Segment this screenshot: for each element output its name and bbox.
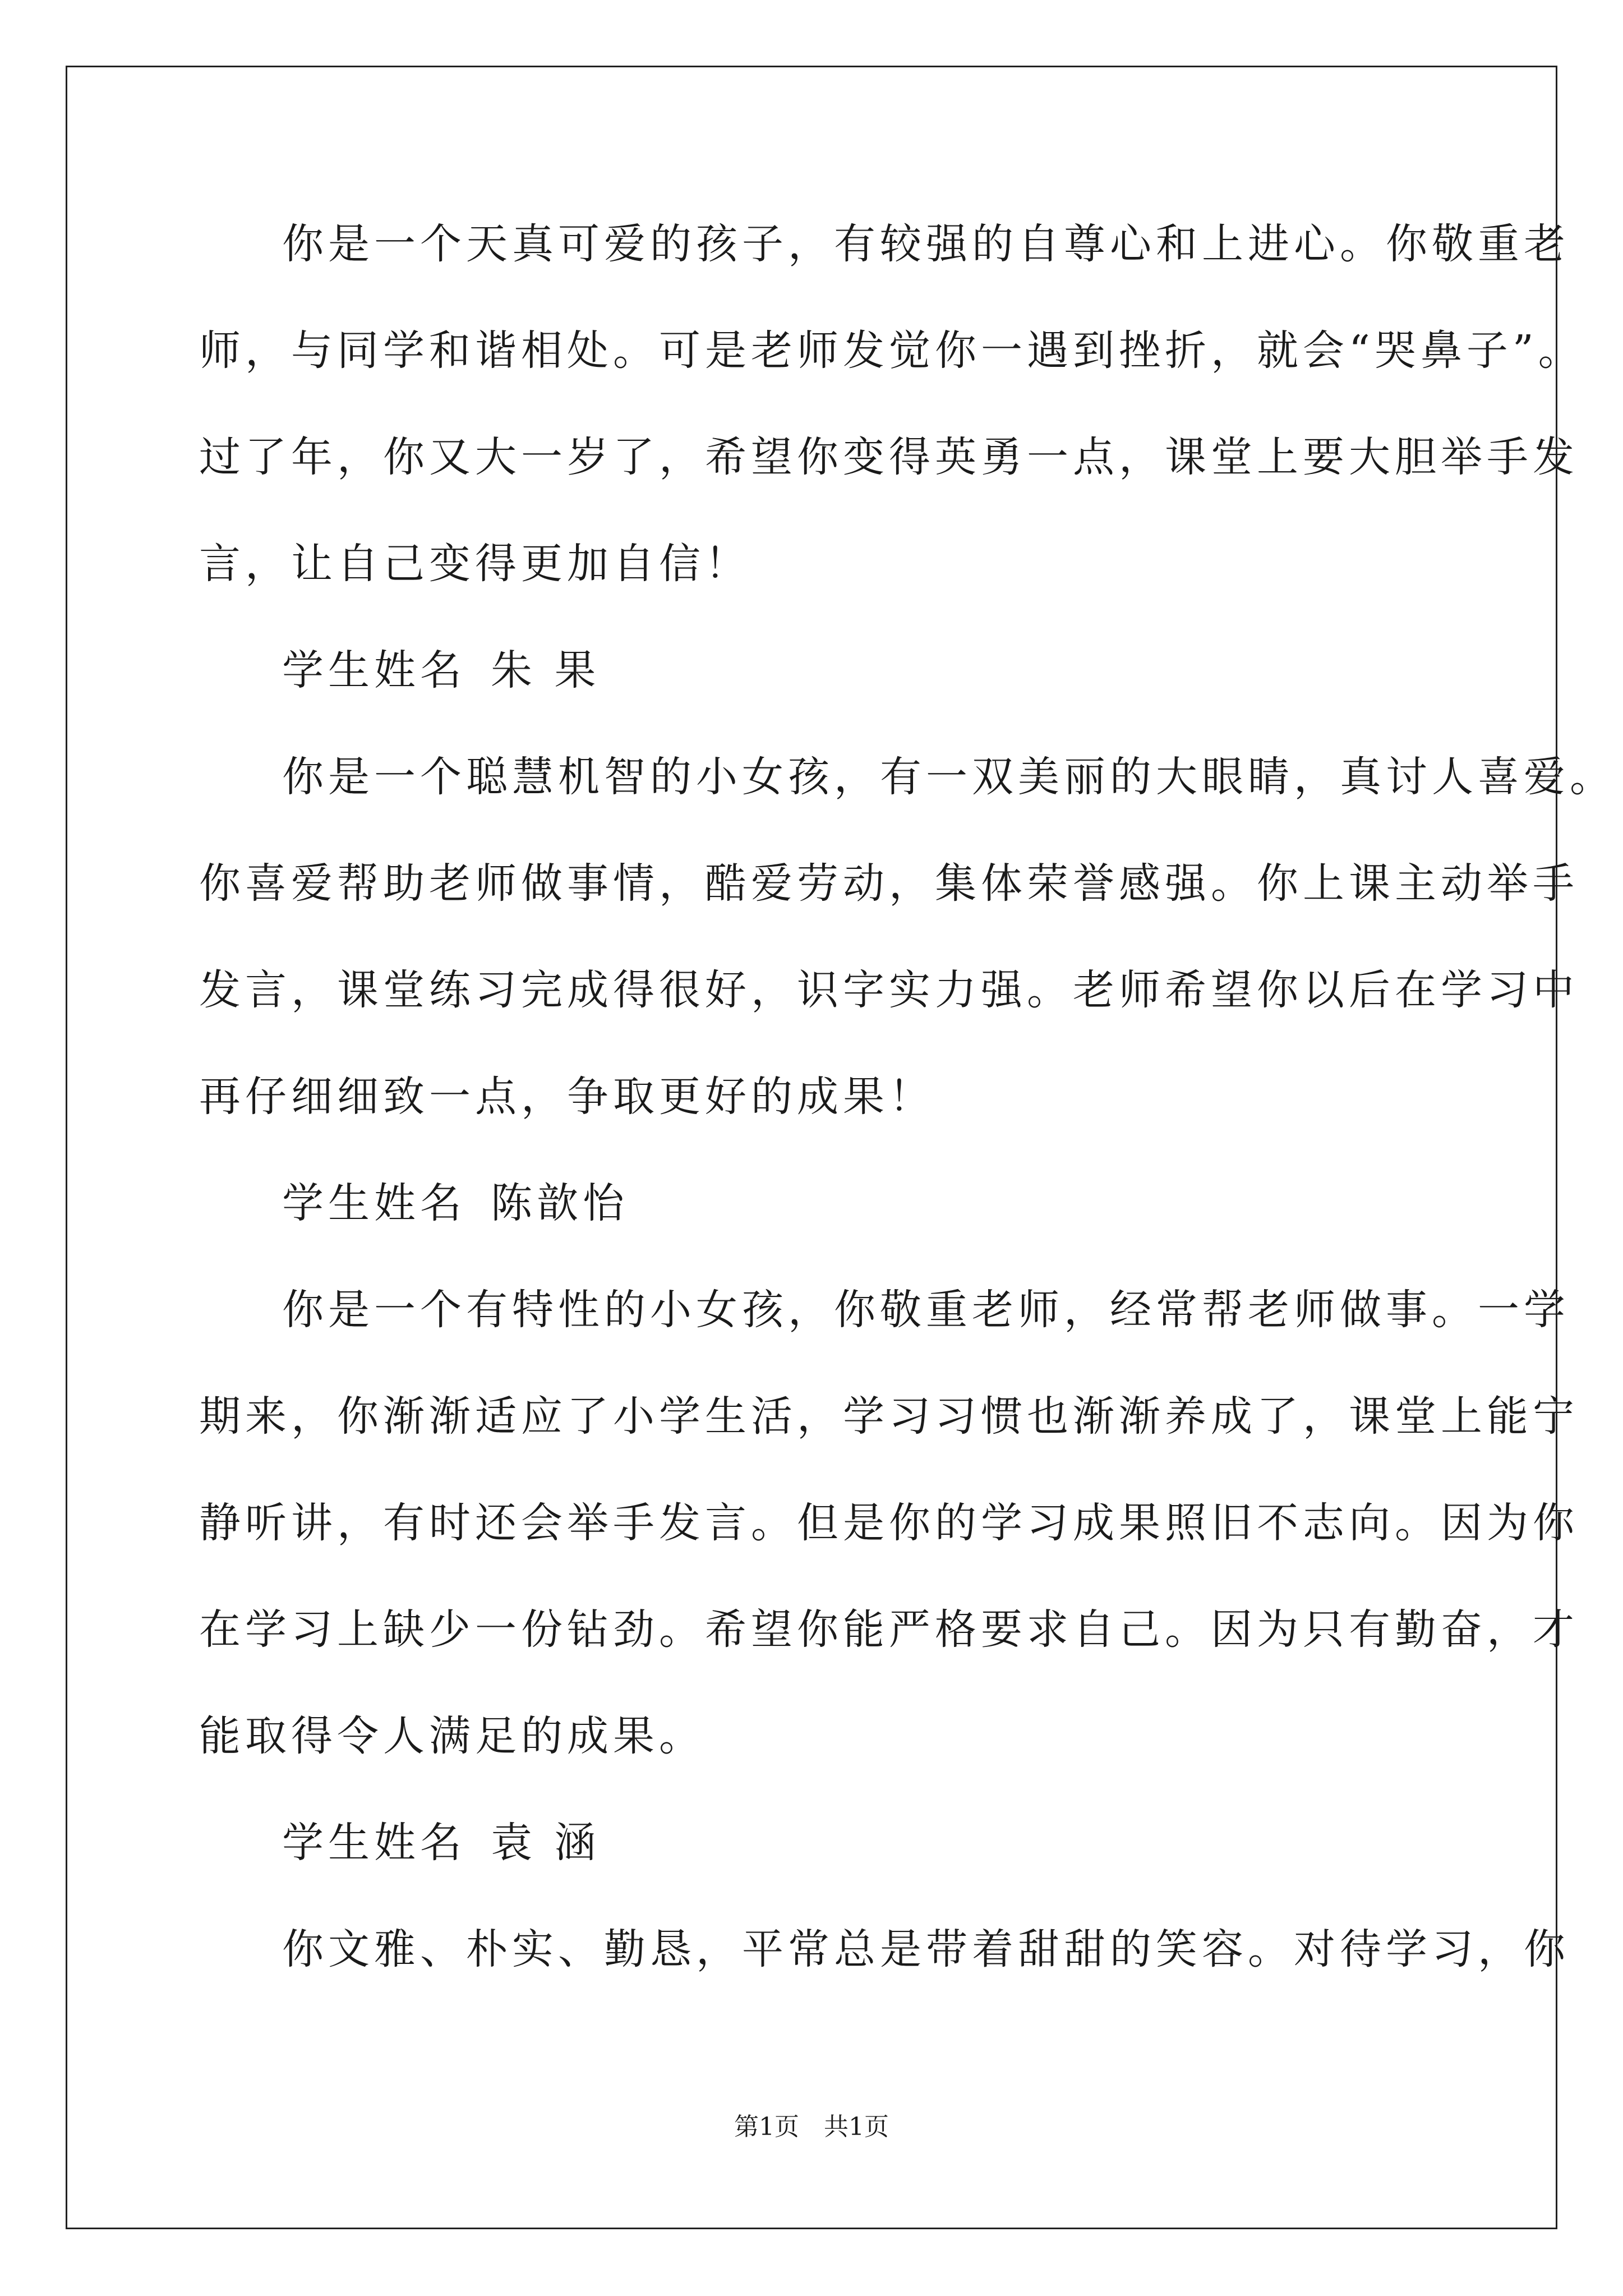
student-name-line (199, 1172, 1438, 1279)
paragraph-line: 言，让自己变得更加自信！ (199, 540, 751, 588)
student-name-label: 学生姓名 (282, 1819, 466, 1867)
paragraph-line: 再仔细细致一点，争取更好的成果！ (199, 1073, 935, 1121)
student-name-label: 学生姓名 (282, 646, 466, 694)
page-number-total: 共1页 (824, 2113, 889, 2141)
paragraph-line: 静听讲，有时还会举手发言。但是你的学习成果照旧不志向。因为你 (199, 1499, 1579, 1547)
paragraph-line: 你喜爱帮助老师做事情，酷爱劳动，集体荣誉感强。你上课主动举手 (199, 859, 1579, 908)
student-name-line (199, 639, 1438, 746)
paragraph-line: 过了年，你又大一岁了，希望你变得英勇一点，课堂上要大胆举手发 (199, 433, 1579, 481)
paragraph-line: 你是一个天真可爱的孩子，有较强的自尊心和上进心。你敬重老 (282, 220, 1570, 268)
document-body (199, 213, 1616, 2025)
student-name-label: 学生姓名 (282, 1179, 466, 1227)
student-name-value: 陈歆怡 (491, 1179, 629, 1227)
paragraph-line: 在学习上缺少一份钻劲。希望你能严格要求自己。因为只有勤奋，才 (199, 1605, 1579, 1654)
page-footer (0, 2110, 1623, 2144)
student-name-value: 袁 涵 (491, 1819, 601, 1867)
paragraph-line: 发言，课堂练习完成得很好，识字实力强。老师希望你以后在学习中 (199, 966, 1579, 1014)
student-name-value: 朱 果 (491, 646, 601, 694)
paragraph-line: 能取得令人满足的成果。 (199, 1712, 705, 1760)
paragraph-line: 你是一个有特性的小女孩，你敬重老师，经常帮老师做事。一学 (282, 1286, 1570, 1334)
paragraph-line: 你是一个聪慧机智的小女孩，有一双美丽的大眼睛，真讨人喜爱。 (282, 753, 1616, 801)
paragraph-line: 你文雅、朴实、勤恳，平常总是带着甜甜的笑容。对待学习，你 (282, 1925, 1570, 1973)
paragraph-line: 期来，你渐渐适应了小学生活，学习习惯也渐渐养成了，课堂上能宁 (199, 1392, 1579, 1441)
page-number-current: 第1页 (734, 2113, 799, 2141)
paragraph-line: 师，与同学和谐相处。可是老师发觉你一遇到挫折，就会“哭鼻子”。 (199, 326, 1584, 375)
student-name-line (199, 1812, 1438, 1918)
